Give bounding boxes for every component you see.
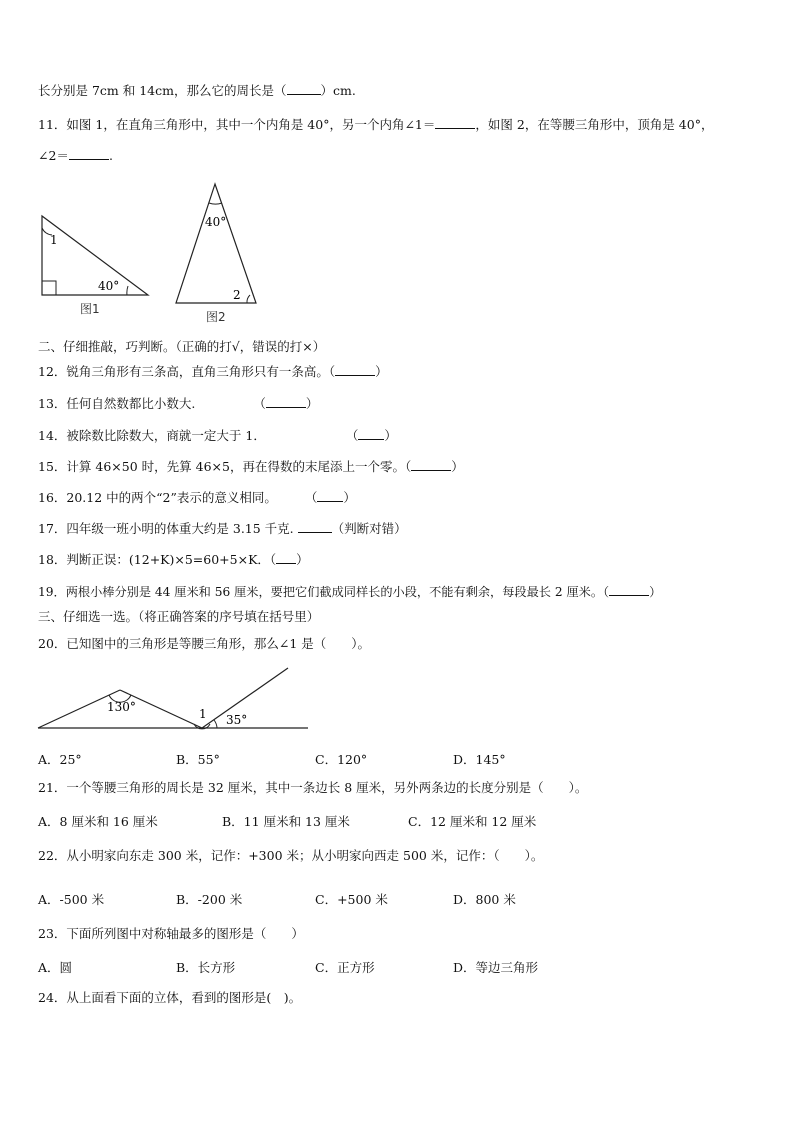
q15-close-paren: ） bbox=[451, 459, 464, 474]
q19-answer-blank[interactable] bbox=[609, 584, 649, 596]
q22-option-b[interactable]: B．-200 米 bbox=[176, 892, 243, 907]
q21-option-c[interactable]: C．12 厘米和 12 厘米 bbox=[408, 814, 537, 829]
q10-line bbox=[38, 83, 356, 99]
section-3-heading: 三、仔细选一选。（将正确答案的序号填在括号里） bbox=[38, 609, 320, 624]
q15-answer-blank[interactable] bbox=[411, 459, 451, 471]
q20-apex-angle-label: 130° bbox=[107, 700, 136, 714]
q11-text-cont: ，如图 2，在等腰三角形中，顶角是 40°， bbox=[475, 117, 714, 132]
q23-option-b[interactable]: B．长方形 bbox=[176, 960, 236, 975]
q16-close-paren: ） bbox=[343, 490, 356, 505]
q17-judge-hint: （判断对错） bbox=[331, 521, 407, 536]
q23-option-c[interactable]: C．正方形 bbox=[315, 960, 375, 975]
q18-answer-blank[interactable] bbox=[276, 552, 296, 564]
q22-option-a[interactable]: A．-500 米 bbox=[38, 892, 105, 907]
q19-close-paren: ） bbox=[649, 585, 662, 599]
q18-line bbox=[38, 552, 309, 568]
figure-1-right-triangle bbox=[36, 208, 154, 300]
q18-text: 18．判断正误：(12+K)×5=60+5×K．（ bbox=[38, 552, 277, 567]
q11-angle1-blank[interactable] bbox=[435, 117, 475, 129]
fig2-caption: 图2 bbox=[206, 310, 226, 324]
q12-text: 12．锐角三角形有三条高，直角三角形只有一条高。（ bbox=[38, 364, 336, 379]
fig1-caption: 图1 bbox=[80, 302, 100, 316]
q23-option-d[interactable]: D．等边三角形 bbox=[453, 960, 539, 975]
q16-text: 16．20.12 中的两个“2”表示的意义相同。 bbox=[38, 490, 277, 505]
q17-line bbox=[38, 521, 407, 537]
figure-2-isosceles-triangle bbox=[170, 180, 262, 308]
q11-text: 11．如图 1，在直角三角形中，其中一个内角是 40°，另一个内角∠1＝ bbox=[38, 117, 436, 132]
q14-close-paren: ） bbox=[384, 428, 397, 443]
q14-line bbox=[38, 428, 397, 444]
q12-line bbox=[38, 364, 388, 380]
q12-answer-blank[interactable] bbox=[335, 364, 375, 376]
q13-open-paren: （ bbox=[253, 396, 266, 411]
q21-option-a[interactable]: A．8 厘米和 16 厘米 bbox=[38, 814, 158, 829]
q11-angle2-label: ∠2＝ bbox=[38, 148, 69, 163]
q22-option-c[interactable]: C．+500 米 bbox=[315, 892, 388, 907]
q13-text: 13．任何自然数都比小数大. bbox=[38, 396, 196, 411]
q20-option-a[interactable]: A．25° bbox=[38, 752, 82, 767]
q13-line bbox=[38, 396, 318, 412]
fig1-angle-1-label: 1 bbox=[50, 233, 58, 247]
q16-open-paren: （ bbox=[304, 490, 318, 505]
section-2-heading: 二、仔细推敲，巧判断。（正确的打√，错误的打×） bbox=[38, 339, 326, 354]
q17-answer-blank[interactable] bbox=[298, 521, 332, 533]
q20-option-b[interactable]: B．55° bbox=[176, 752, 220, 767]
q13-close-paren: ） bbox=[305, 396, 319, 411]
q12-close-paren: ） bbox=[375, 364, 388, 379]
q20-angle-1-label: 1 bbox=[199, 707, 207, 721]
q19-line bbox=[38, 584, 661, 600]
q20-option-c[interactable]: C．120° bbox=[315, 752, 368, 767]
q16-answer-blank[interactable] bbox=[317, 490, 343, 502]
q20-ext-angle-label: 35° bbox=[226, 713, 248, 727]
q14-text: 14．被除数比除数大，商就一定大于 1． bbox=[38, 428, 266, 443]
q10-text: 长分别是 7cm 和 14cm，那么它的周长是（ bbox=[38, 83, 287, 98]
q10-text-end: ）cm. bbox=[320, 83, 356, 98]
q20-figure bbox=[36, 664, 312, 734]
fig2-angle-2-label: 2 bbox=[233, 288, 241, 302]
q20-option-d[interactable]: D．145° bbox=[453, 752, 506, 767]
q11-angle2-blank[interactable] bbox=[69, 148, 109, 160]
q24-question: 24．从上面看下面的立体，看到的图形是( )。 bbox=[38, 990, 302, 1005]
fig2-apex-angle-label: 40° bbox=[205, 215, 227, 229]
q21-option-b[interactable]: B．11 厘米和 13 厘米 bbox=[222, 814, 350, 829]
q16-line bbox=[38, 490, 356, 506]
q17-text: 17．四年级一班小明的体重大约是 3.15 千克. bbox=[38, 521, 294, 536]
q23-question: 23．下面所列图中对称轴最多的图形是（ ） bbox=[38, 926, 304, 941]
q22-question: 22．从小明家向东走 300 米，记作：+300 米；从小明家向西走 500 米，记作：（ ）。 bbox=[38, 848, 544, 863]
q11-line-2 bbox=[38, 148, 113, 164]
q19-text: 19．两根小棒分别是 44 厘米和 56 厘米，要把它们截成同样长的小段，不能有剩余，每段最长 2 厘米。（ bbox=[38, 585, 610, 599]
q21-question: 21．一个等腰三角形的周长是 32 厘米，其中一条边长 8 厘米，另外两条边的长度分别是（ ）。 bbox=[38, 780, 588, 795]
q15-line bbox=[38, 459, 464, 475]
q11-period: . bbox=[108, 148, 113, 163]
q22-option-d[interactable]: D．800 米 bbox=[453, 892, 516, 907]
q14-answer-blank[interactable] bbox=[358, 428, 384, 440]
q23-option-a[interactable]: A．圆 bbox=[38, 960, 73, 975]
q20-question: 20．已知图中的三角形是等腰三角形，那么∠1 是（ ）。 bbox=[38, 636, 371, 651]
fig1-angle-40-label: 40° bbox=[98, 279, 120, 293]
q18-close-paren: ） bbox=[296, 552, 309, 567]
q10-answer-blank[interactable] bbox=[287, 83, 321, 95]
q15-text: 15．计算 46×50 时，先算 46×5，再在得数的末尾添上一个零。（ bbox=[38, 459, 412, 474]
q11-line-1 bbox=[38, 117, 713, 133]
q13-answer-blank[interactable] bbox=[266, 396, 306, 408]
q14-open-paren: （ bbox=[345, 428, 359, 443]
